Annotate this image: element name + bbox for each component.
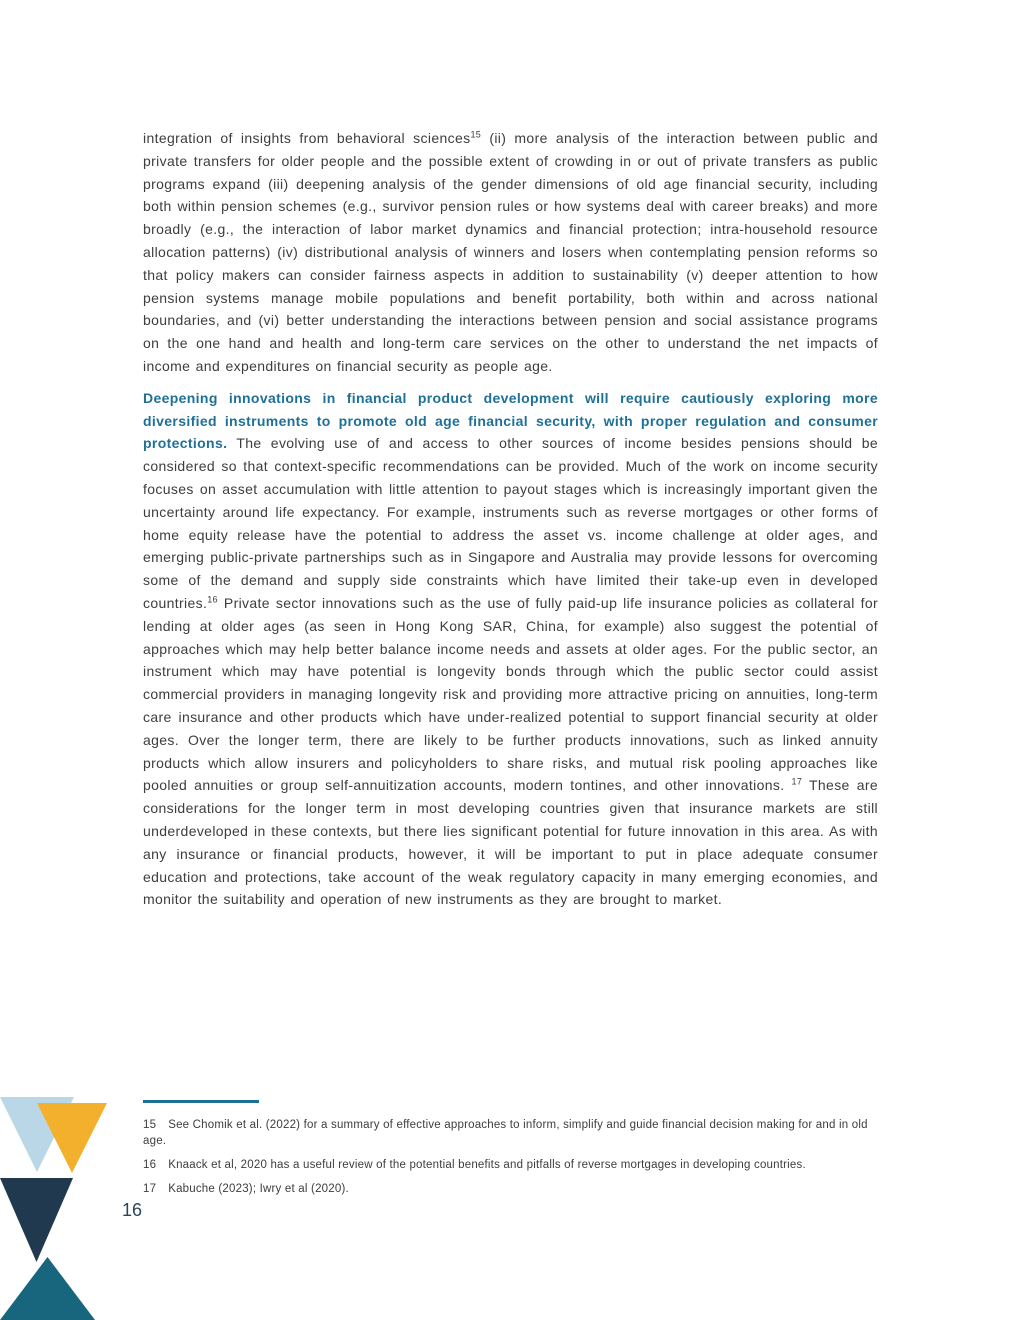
body-paragraph-1 xyxy=(143,127,878,378)
footnote-ref-17: 17 xyxy=(791,776,803,787)
footnote-item xyxy=(143,1157,885,1173)
page-content xyxy=(143,127,878,911)
footnote-ref-15: 15 xyxy=(470,129,482,140)
footnote-number: 17 xyxy=(143,1183,157,1195)
paragraph-text: Private sector innovations such as the use of fully paid-up life insurance policies as collateral for lending at older ages (as seen in Hong Kong SAR, China, for example) also suggest the potential of approaches which may help better balance income needs and assets at older ages. For the public sector, an instrument which may have potential is longevity bonds through which the public sector could assist commercial providers in managing longevity risk and providing more attractive pricing on annuities, long-term care insurance and other products which have under-realized potential to support financial security at older ages. Over the longer term, there are likely to be further products innovations, such as linked annuity products which allow insurers and policyholders to share risks, and mutual risk pooling approaches like pooled annuities or group self-annuitization accounts, modern tontines, and other innovations. xyxy=(143,594,878,794)
body-paragraph-2 xyxy=(143,387,878,911)
paragraph-text: (ii) more analysis of the interaction between public and private transfers for older people and the possible extent of crowding in or out of private transfers as public programs expand (iii) deepening analysis of the gender dimensions of old age financial security, including both within pension schemes (e.g., survivor pension rules or how systems deal with career breaks) and more broadly (e.g., the interaction of labor market dynamics and financial protection; intra-household resource allocation patterns) (iv) distributional analysis of winners and losers when contemplating pension reforms so that policy makers can consider fairness aspects in addition to sustainability (v) deeper attention to how pension systems manage mobile populations and benefit portability, both within and across national boundaries, and (vi) better understanding the interactions between pension and social assistance programs on the one hand and health and long-term care services on the other to understand the net impacts of income and expenditures on financial security as people age. xyxy=(143,130,878,374)
footnote-number: 15 xyxy=(143,1119,157,1131)
footnotes-section xyxy=(143,1100,885,1197)
footnote-item xyxy=(143,1117,885,1149)
decorative-triangle-navy-icon xyxy=(0,1178,73,1262)
footnote-separator-rule xyxy=(143,1100,259,1103)
paragraph-text: The evolving use of and access to other sources of income besides pensions should be considered so that context-specific recommendations can be provided. Much of the work on income security focuses on asset accumulation with little attention to payout stages which is increasingly important given the uncertainty around life expectancy. For example, instruments such as reverse mortgages or other forms of home equity release have the potential to address the asset vs. income challenge at older ages, and emerging public-private partnerships such as in Singapore and Australia may provide lessons for overcoming some of the demand and supply side constraints which have limited their take-up even in developed countries. xyxy=(143,435,878,611)
paragraph-lead-bold: Deepening innovations in financial product development will require cautiously exploring more diversified instruments to promote old age financial security, with proper regulation and consumer protections. xyxy=(143,389,878,452)
footnote-ref-16: 16 xyxy=(207,594,218,605)
footnote-item xyxy=(143,1181,885,1197)
decorative-triangle-teal-icon xyxy=(0,1257,95,1320)
paragraph-text: integration of insights from behavioral sciences xyxy=(143,130,471,146)
footnote-number: 16 xyxy=(143,1159,157,1171)
footnote-text: See Chomik et al. (2022) for a summary of effective approaches to inform, simplify and guide financial decision making for and in old age. xyxy=(143,1119,868,1147)
paragraph-text: These are considerations for the longer term in most developing countries given that insurance markets are still underdeveloped in these contexts, but there lies significant potential for future innovation in this area. As with any insurance or financial products, however, it will be important to put in place adequate consumer education and protections, take account of the weak regulatory capacity in many emerging economies, and monitor the suitability and operation of new instruments as they are brought to market. xyxy=(143,777,878,908)
footnote-text: Kabuche (2023); Iwry et al (2020). xyxy=(168,1183,349,1195)
page-number: 16 xyxy=(122,1200,143,1220)
footnote-text: Knaack et al, 2020 has a useful review of the potential benefits and pitfalls of reverse mortgages in developing countries. xyxy=(168,1159,806,1171)
